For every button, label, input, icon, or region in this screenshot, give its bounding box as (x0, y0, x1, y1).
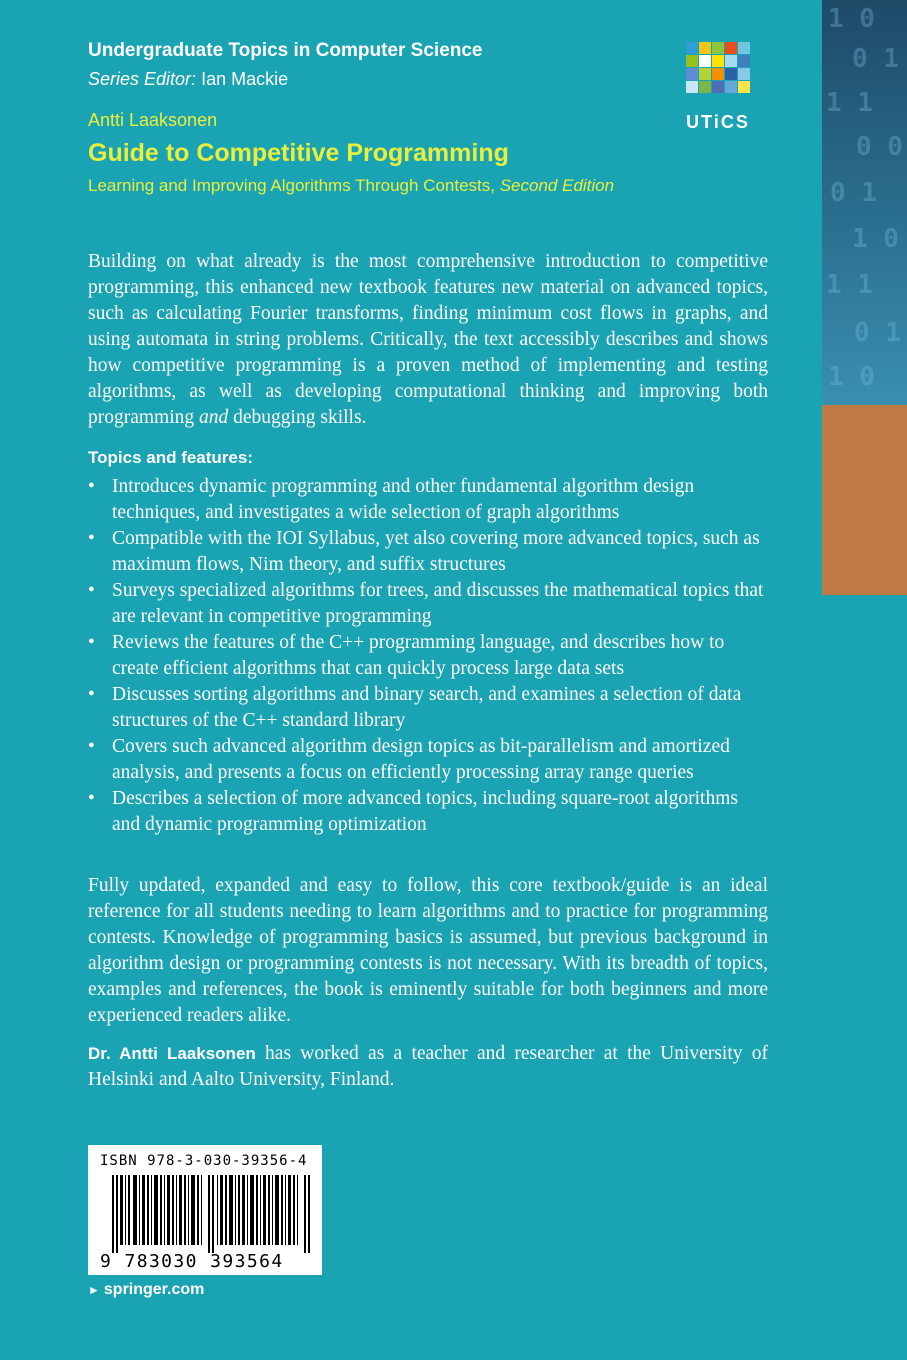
publisher-link[interactable] (88, 1281, 204, 1299)
feature-item: • Introduces dynamic programming and other fundamental algorithm design techniques, and investigates a wide selection of graph algorithms (88, 476, 695, 523)
spine-color-band (822, 405, 907, 595)
feature-item: • Compatible with the IOI Syllabus, yet also covering more advanced topics, such as maximum flows, Nim theory, and suffix structures (88, 528, 760, 575)
description-text: Building on what already is the most comprehensive introduction to competitive programming, this enhanced new textbook features new material on advanced topics, such as calculating Fourier transforms, finding minimum cost flows in graphs, and using automata in string problems. Critically, the text accessibly describes and shows how competitive programming is a proven method of implementing and testing algorithms, as well as developing computational thinking and improving both programming (88, 251, 768, 428)
feature-item: • Discusses sorting algorithms and binary search, and examines a selection of data structures of the C++ standard library (88, 684, 742, 731)
series-editor-label: Series Editor: (88, 69, 197, 89)
spine-lower (822, 595, 907, 1360)
feature-item: • Describes a selection of more advanced topics, including square-root algorithms and dynamic programming optimization (88, 788, 738, 835)
description-paragraph (88, 249, 768, 431)
feature-item: • Reviews the features of the C++ programming language, and describes how to create efficient algorithms that can quickly process large data sets (88, 632, 725, 679)
description-emphasis: and (199, 407, 229, 428)
summary-paragraph: Fully updated, expanded and easy to follow, this core textbook/guide is an ideal reference for all students needing to learn algorithms and to practice for programming contests. Knowledge of programming basics is assumed, but previous background in algorithm design or programming contests is not necessary. With its breadth of topics, examples and references, the book is eminently suitable for both beginners and more experienced readers alike. (88, 875, 768, 1026)
arrow-right-icon: ► (88, 1283, 100, 1297)
feature-item: • Surveys specialized algorithms for trees, and discusses the mathematical topics that are relevant in competitive programming (88, 580, 764, 627)
barcode-bars (112, 1175, 312, 1253)
subtitle-text: Learning and Improving Algorithms Through Contests, (88, 176, 495, 195)
author-bio-name: Dr. Antti Laaksonen (88, 1044, 256, 1063)
features-heading: Topics and features: (88, 448, 253, 467)
series-editor (88, 69, 288, 90)
isbn-label: ISBN 978-3-030-39356-4 (100, 1153, 308, 1169)
barcode-digits: 9 783030 393564 (100, 1251, 284, 1272)
feature-item: • Covers such advanced algorithm design topics as bit-parallelism and amortized analysis, and presents a focus on efficiently processing array range queries (88, 736, 730, 783)
author-bio (88, 1041, 768, 1093)
description-text-end: debugging skills. (233, 407, 367, 428)
edition-text: Second Edition (499, 176, 615, 195)
features-list (88, 474, 768, 838)
spine-binary-pattern: 1 0 0 1 1 1 0 0 0 1 1 0 1 1 0 1 1 0 (822, 0, 907, 405)
utics-logo-text: UTiCS (686, 112, 750, 132)
publisher-url: springer.com (103, 1281, 205, 1298)
book-title: Guide to Competitive Programming (88, 139, 509, 167)
author-name: Antti Laaksonen (88, 110, 218, 130)
author-bio-text: has worked as a teacher and researcher at the University of Helsinki and Aalto University, Finland. (88, 1043, 768, 1090)
series-title: Undergraduate Topics in Computer Science (88, 40, 483, 61)
series-editor-name: Ian Mackie (201, 69, 289, 89)
isbn-barcode (88, 1145, 322, 1275)
book-subtitle (88, 176, 614, 196)
